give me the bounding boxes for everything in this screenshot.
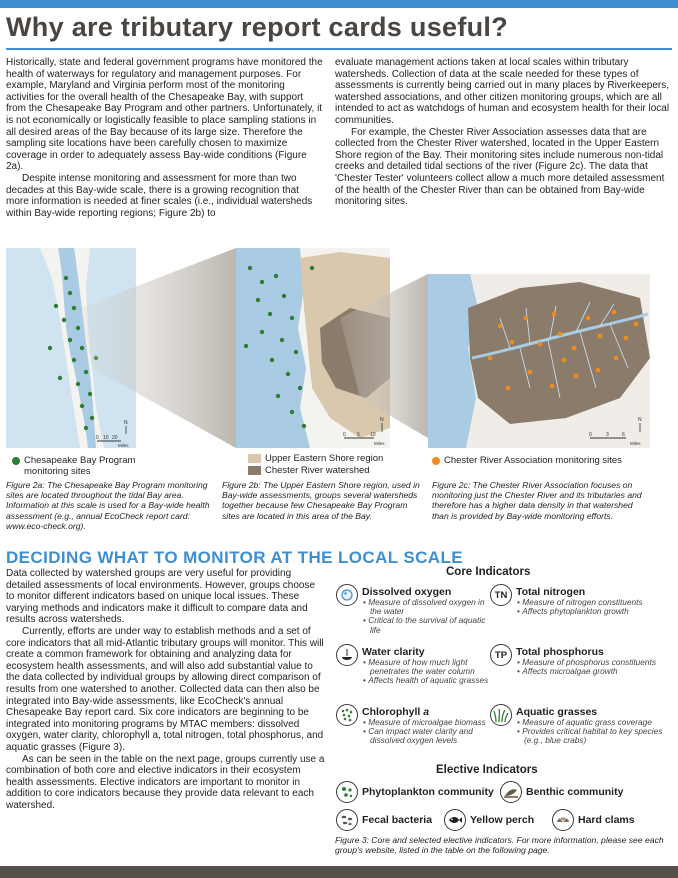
elective-benthic [500,781,623,803]
map-2c-chester-river [428,274,650,448]
legend-2a-swatch [12,457,20,465]
map-2c-north-arrow: N [638,417,642,423]
indicator-bullets [516,718,670,746]
grass-icon [490,704,512,726]
indicator-water-clarity [336,644,496,700]
bullet: • Critical to the survival of aquatic life [362,616,496,634]
bullet: • Measure of aquatic grass coverage [516,718,670,727]
elective-name: Fecal bacteria [362,814,433,826]
intro-paragraph-4: For example, the Chester River Association assesses data that are collected from the Chester River watershed, located in the Upper Eastern Shore region of the Bay. Their monitoring sites include numerous non-tidal creeks and detailed tidal sections of the river (Figure 2c). The data that 'Chester Tester' volunteers collect allow a much more detailed assessment of the health of the Chester River than can be obtained from Bay-wide monitoring sites. [335,126,665,208]
legend-2b-swatch-2 [248,466,261,475]
legend-2b-label-2: Chester River watershed [265,465,370,476]
intro-paragraph-1: Historically, state and federal government programs have monitored the health of waterways for regulatory and management purposes. For example, Maryland and Virginia perform most of the monitoring activities for the overall health of the Chesapeake Bay, with support from the Chesapeake Bay Program and other partners. Unfortunately, it is not economically or logistically feasible to place sampling stations in all desired areas of the Bay because of its large size. Therefore the sampling site locations have been carefully chosen to maximize coverage in order to adequately assess Bay-wide conditions (Figure 2a). [6,57,323,173]
indicator-total-nitrogen [490,584,670,634]
tp-icon: TP [490,644,512,666]
section-2-paragraph-3: As can be seen in the table on the next page, groups currently use a combination of both core and elective indicators in their ecosystem health assessments. Elective indicators are important to monitor in addition to core indicators because they provide data relevant to each watershed. [6,753,325,811]
legend-2c [432,455,622,466]
map-2a-north-arrow: N [124,420,128,426]
map-2b-north-arrow: N [380,417,384,423]
legend-2c-label: Chester River Association monitoring sites [444,455,622,466]
chlorophyll-icon [336,704,358,726]
indicator-total-phosphorus [490,644,670,694]
map-2b-scale-tick-2: 10 [370,432,376,438]
map-2a-scale-tick-0: 0 [96,435,99,441]
clam-icon [552,809,574,831]
section-2-paragraph-2: Currently, efforts are under way to establish methods and a set of core indicators that all mid-Atlantic tributary groups will monitor. This will create a common framework for obtaining and analyzing data for ecosystem health assessments, and will also add substantial value to the data collected by individual groups by allowing direct comparison of results from one watershed to another. Collected data can then also be integrated into Bay-wide assessments, like EcoCheck's annual Chesapeake Bay report card. Six core indicators are beginning to be integrated into monitoring programs by MTAC members: dissolved oxygen, water clarity, chlorophyll a, total nitrogen, total phosphorus, and aquatic grasses (Figure 3). [6,625,324,753]
map-2b-scale-unit: Miles [374,441,385,446]
caption-figure-2c: Figure 2c: The Chester River Association focuses on monitoring just the Chester River and its tributaries and therefore has a higher data density in that watershed than is provided by Bay-wide monitoring efforts. [432,480,642,521]
legend-2b-row-1 [248,453,383,464]
elective-indicators-title: Elective Indicators [436,764,538,776]
map-2a-scale-unit: Miles [118,443,129,448]
map-2b-scale-tick-0: 0 [343,432,346,438]
top-accent-bar [0,0,678,8]
secchi-disk-icon [336,644,358,666]
title-underline [6,48,672,50]
bottom-bar [0,866,678,878]
map-2c-scale-unit: Miles [630,441,641,446]
indicator-name: Dissolved oxygen [362,586,452,598]
intro-paragraph-3: evaluate management actions taken at local scales within tributary watersheds. Collection of data at the scale needed for these types of assessments is currently being carried out in many places by Riverkeepers, watershed associations, and other citizen monitoring groups, which are all intended to act as watchdogs of human and ecosystem health for their local communities. [335,57,670,126]
phytoplankton-icon [336,781,358,803]
section-2-paragraph-1: Data collected by watershed groups are very useful for providing detailed assessments of local environments. However, groups choose to monitor different indicators based on unique local issues. These varying methods and indicators make it difficult to compare data and results across watersheds. [6,568,316,626]
legend-2b-label-1: Upper Eastern Shore region [265,453,384,464]
legend-2b [248,453,383,476]
indicator-dissolved-oxygen [336,584,496,640]
indicator-name: Total nitrogen [516,586,586,598]
map-2c-scale-tick-0: 0 [589,432,592,438]
benthic-icon [500,781,522,803]
core-indicators-title: Core Indicators [446,566,531,578]
bullet: • Measure of phosphorus constituents [516,658,656,667]
indicator-bullets [362,598,496,635]
bullet: • Affects health of aquatic grasses [362,676,496,685]
intro-left-column [6,57,324,219]
caption-figure-2a: Figure 2a: The Chesapeake Bay Program monitoring sites are located throughout the tidal Bay area. Information at this scale is used for a Bay-wide health assessment (e.g., annual EcoCheck report card: www.eco-check.org). [6,480,210,531]
indicator-aquatic-grasses [490,704,670,760]
elective-phytoplankton [336,781,494,803]
elective-name: Phytoplankton community [362,786,494,798]
bullet: • Affects microalgae growth [516,667,656,676]
legend-2c-swatch [432,457,440,465]
elective-hard-clams [552,809,635,831]
bullet: • Affects phytoplankton growth [516,607,643,616]
caption-figure-3: Figure 3: Core and selected elective indicators. For more information, please see each group's website, listed in the table on the following page. [335,835,664,856]
caption-figure-2b: Figure 2b: The Upper Eastern Shore region, used in Bay-wide assessments, groups several watersheds together because few Chesapeake Bay Program sites are located in this area of the Bay. [222,480,420,521]
section-2-body [6,568,326,811]
bullet: • Measure of dissolved oxygen in the water [362,598,496,616]
elective-name: Hard clams [578,814,635,826]
legend-2b-row-2 [248,465,383,476]
legend-2b-swatch-1 [248,454,261,463]
indicator-bullets [516,658,656,676]
intro-right-column [335,57,671,208]
bullet: • Provides critical habitat to key species (e.g., blue crabs) [516,727,670,745]
map-2c-scale-tick-1: 3 [606,432,609,438]
map-2a-scale-tick-1: 10 [103,435,109,441]
legend-2a [12,455,135,477]
fish-icon [444,809,466,831]
intro-paragraph-2: Despite intense monitoring and assessment for more than two decades at this Bay-wide scale, there is a growing recognition that more information is needed at finer scales (i.e., individual watersheds within Bay-wide reporting regions; Figure 2b) to [6,172,313,219]
elective-fecal-bacteria [336,809,432,831]
bullet: • Can impact water clarity and dissolved oxygen levels [362,727,496,745]
bullet: • Measure of microalgae biomass [362,718,496,727]
page-title: Why are tributary report cards useful? [6,12,509,42]
map-2a-scale-tick-2: 20 [112,435,118,441]
indicator-name: Water clarity [362,646,425,658]
indicator-bullets [362,658,496,686]
tn-icon: TN [490,584,512,606]
section-heading: DECIDING WHAT TO MONITOR AT THE LOCAL SCALE [6,548,463,567]
legend-2a-label: Chesapeake Bay Program monitoring sites [24,455,136,477]
indicator-bullets [516,598,643,616]
map-2c-scale-tick-2: 6 [622,432,625,438]
bullet: • Measure of nitrogen constituents [516,598,643,607]
oxygen-bubble-icon [336,584,358,606]
indicator-name: Total phosphorus [516,646,604,658]
elective-yellow-perch [444,809,534,831]
elective-name: Yellow perch [470,814,535,826]
indicator-bullets [362,718,496,746]
indicator-name: Chlorophyll a [362,706,430,718]
map-2b-scale-tick-1: 5 [357,432,360,438]
bullet: • Measure of how much light penetrates the water column [362,658,496,676]
elective-name: Benthic community [526,786,624,798]
indicator-chlorophyll-a [336,704,496,760]
indicator-name: Aquatic grasses [516,706,598,718]
bacteria-icon [336,809,358,831]
figure-2-map-strip [0,248,678,456]
